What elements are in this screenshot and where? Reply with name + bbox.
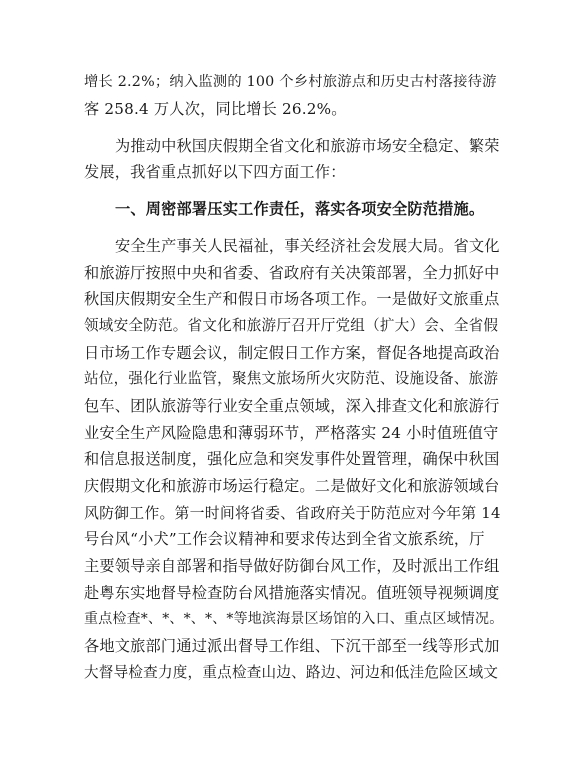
body-text-line: 大督导检查力度，重点检查山边、路边、河边和低洼危险区域文: [84, 664, 499, 681]
body-text-line: 赴粤东实地督导检查防台风措施落实情况。值班领导视频调度: [84, 584, 500, 602]
intro-paragraph-line: 发展，我省重点抓好以下四方面工作：: [84, 163, 346, 181]
body-text-line: 重点检查*、*、*、*、*等地滨海景区场馆的入口、重点区域情况。: [84, 611, 504, 627]
body-text-line: 和旅游厅按照中央和省委、省政府有关决策部署，全力抓好中: [84, 264, 500, 282]
section-heading: 一、周密部署压实工作责任，落实各项安全防范措施。: [115, 200, 485, 218]
body-text-line: 主要领导亲自部署和指导做好防御台风工作，及时派出工作组: [84, 557, 500, 575]
body-text-line: 风防御工作。第一时间将省委、省政府关于防范应对今年第 14: [84, 504, 501, 522]
body-text-line: 增长 2.2%；纳入监测的 100 个乡村旅游点和历史古村落接待游: [84, 74, 497, 90]
body-text-line: 站位，强化行业监管，聚焦文旅场所火灾防范、设施设备、旅游: [84, 370, 499, 387]
body-text-line: 日市场工作专题会议，制定假日工作方案，督促各地提高政治: [84, 344, 500, 362]
body-text-line: 各地文旅部门通过派出督导工作组、下沉干部至一线等形式加: [84, 637, 500, 655]
body-text-line: 秋国庆假期安全生产和假日市场各项工作。一是做好文旅重点: [84, 290, 500, 308]
intro-paragraph-line: 为推动中秋国庆假期全省文化和旅游市场安全稳定、繁荣: [115, 137, 500, 155]
body-text-line: 安全生产事关人民福祉，事关经济社会发展大局。省文化: [115, 237, 500, 255]
body-text-line: 包车、团队旅游等行业安全重点领域，深入排查文化和旅游行: [84, 397, 500, 415]
body-text-line: 客 258.4 万人次，同比增长 26.2%。: [84, 100, 347, 118]
body-text-line: 领域安全防范。省文化和旅游厅召开厅党组（扩大）会、全省假: [84, 317, 499, 334]
body-text-line: 号台风“小犬”工作会议精神和要求传达到全省文旅系统，厅: [84, 530, 485, 548]
body-text-line: 和信息报送制度，强化应急和突发事件处置管理，确保中秋国: [84, 450, 500, 468]
body-text-line: 业安全生产风险隐患和薄弱环节，严格落实 24 小时值班值守: [84, 424, 499, 442]
body-text-line: 庆假期文化和旅游市场运行稳定。二是做好文化和旅游领域台: [84, 477, 500, 495]
